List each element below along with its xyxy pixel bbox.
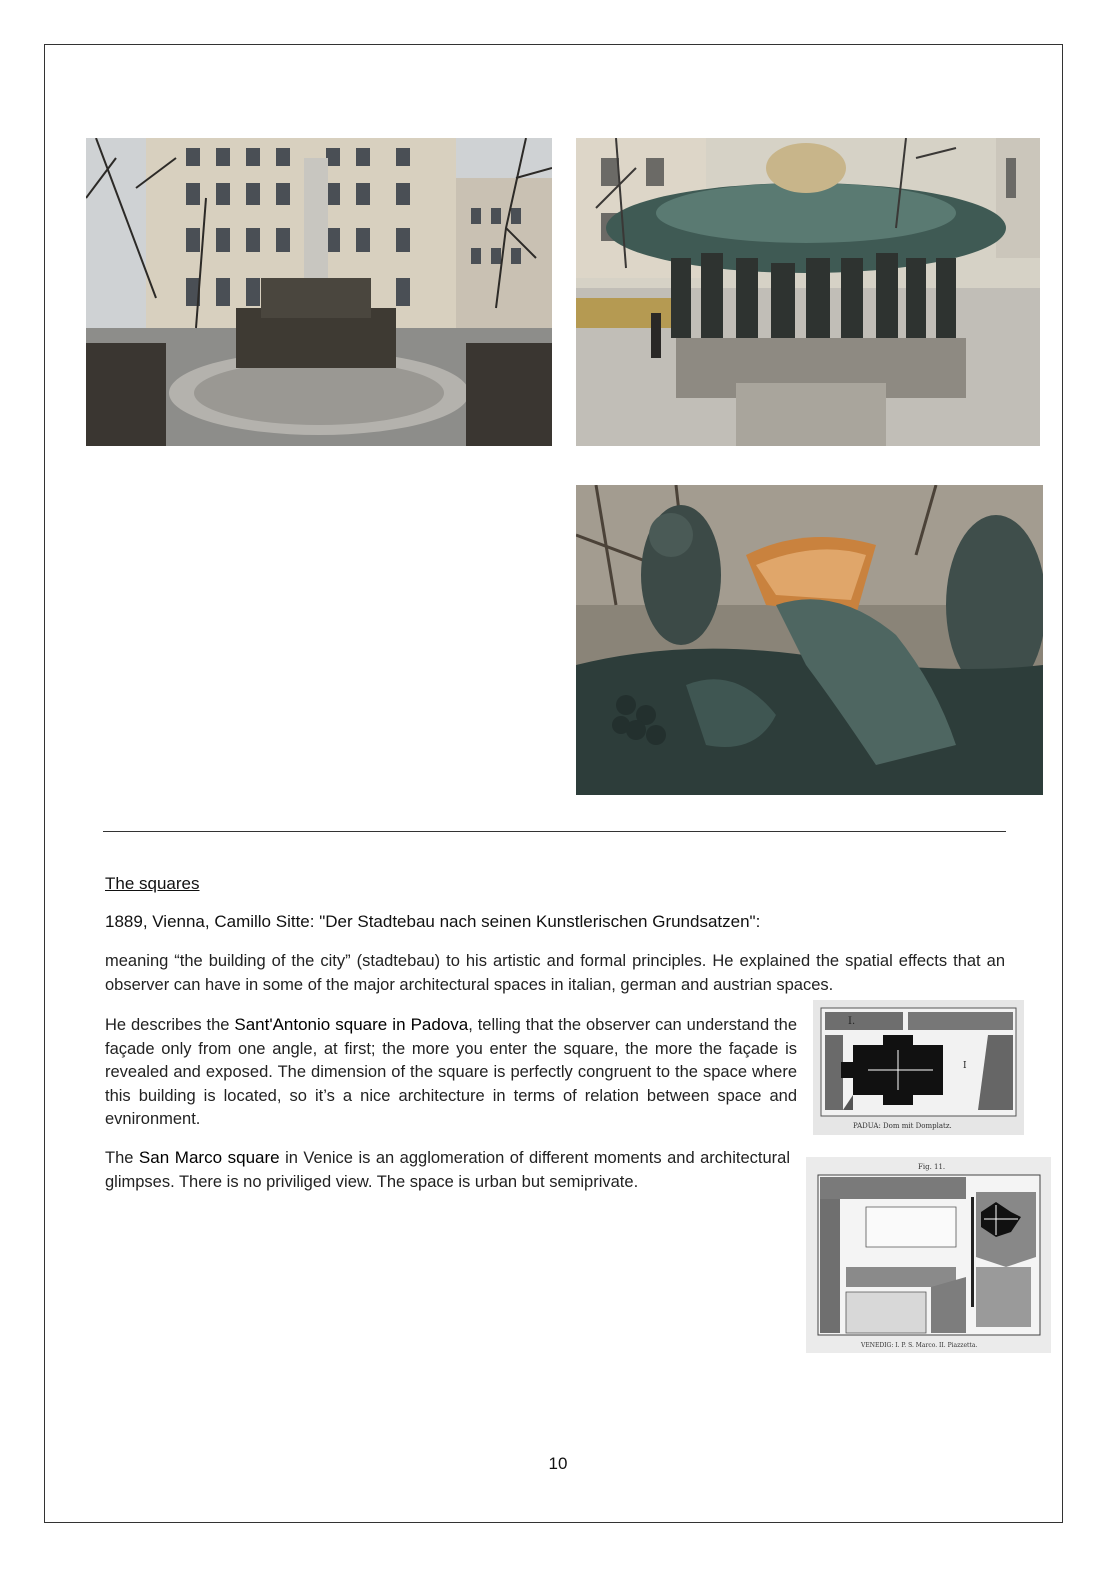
venice-highlight: San Marco square [138, 1148, 280, 1167]
padova-highlight: Sant'Antonio square in Padova [234, 1015, 469, 1034]
venice-map-caption: VENEDIG: I. P. S. Marco. II. Piazzetta. [861, 1342, 978, 1349]
venice-text-post: in Venice is an agglomeration of different moments and architectural glimpses. There is no priviliged view. The space is urban but semiprivate. [105, 1149, 790, 1191]
paragraph-padova [105, 1013, 797, 1132]
padova-text-pre: He describes the [105, 1016, 235, 1034]
padova-map [813, 1000, 1024, 1135]
svg-text:I: I [963, 1061, 967, 1071]
padova-text-post: , telling that the observer can understand the façade only from one angle, at first; the more you enter the square, the more the façade is revealed and exposed. The dimension of the square is perfectly congruent to the space where this building is located, so it’s a nice architecture in terms of relation between space and evnironment. [105, 1016, 797, 1128]
fountain-wide-photo [86, 138, 552, 446]
paragraph-intro [105, 950, 1005, 997]
venice-text-pre: The [105, 1149, 139, 1167]
page-number: 10 [548, 1454, 568, 1473]
fountain-close-photo [576, 138, 1040, 446]
venice-map-fig: Fig. 11. [918, 1163, 946, 1171]
paragraph-venice [105, 1146, 790, 1194]
section-subheading: 1889, Vienna, Camillo Sitte: "Der Stadtebau nach seinen Kunstlerischen Grundsatzen": [105, 912, 761, 931]
section-divider [103, 831, 1006, 832]
padova-map-caption: PADUA: Dom mit Domplatz. [853, 1122, 952, 1130]
padova-map-label: I. [848, 1016, 856, 1027]
venice-map [806, 1157, 1051, 1353]
section-heading: The squares [105, 874, 200, 893]
fountain-detail-photo [576, 485, 1043, 795]
paragraph-intro-text: meaning “the building of the city” (stadtebau) to his artistic and formal principles. He explained the spatial effects that an observer can have in some of the major architectural spaces in italian, german and austrian spaces. [105, 952, 1005, 994]
